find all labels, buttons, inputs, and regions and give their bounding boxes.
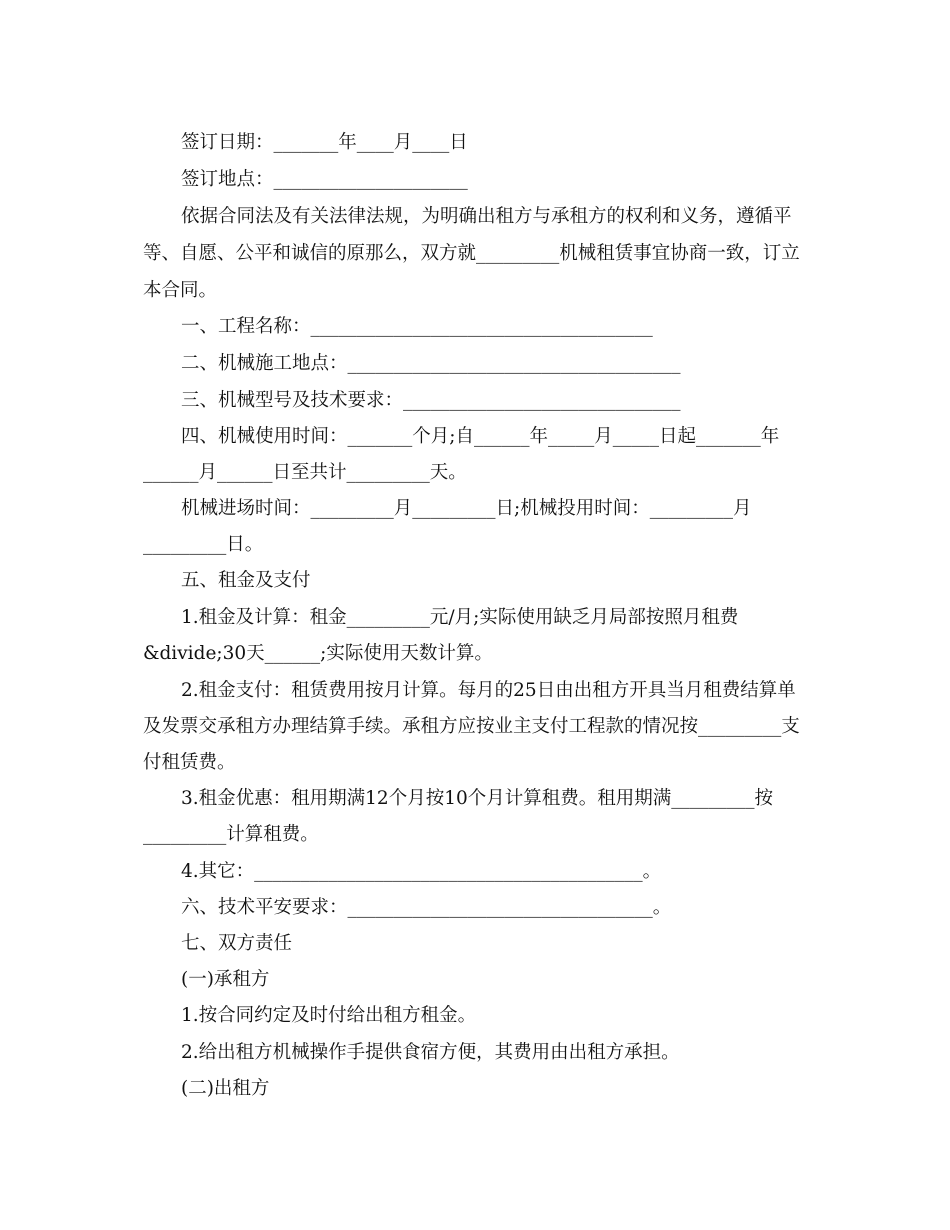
rent-payment-heading: 五、租金及支付	[181, 570, 311, 591]
construction-site-line: 二、机械施工地点：____________________________________	[181, 353, 681, 374]
safety-requirements-line: 六、技术平安要求：_________________________________。	[181, 897, 672, 918]
entry-time-line-1: 机械进场时间：_________月_________日;机械投用时间：_________月	[181, 498, 752, 519]
lessee-heading: (一)承租方	[181, 969, 270, 990]
preamble-line-1: 依据合同法及有关法律法规，为明确出租方与承租方的权利和义务，遵循平	[181, 206, 792, 227]
lessor-heading: (二)出租方	[181, 1078, 270, 1099]
preamble-line-2: 等、自愿、公平和诚信的原那么，双方就_________机械租赁事宜协商一致，订立	[143, 243, 800, 264]
signing-date-line: 签订日期：_______年____月____日	[181, 132, 468, 153]
other-terms-line: 4.其它：__________________________________________。	[181, 861, 662, 882]
machine-model-line: 三、机械型号及技术要求：______________________________	[181, 390, 681, 411]
rent-calc-line-1: 1.租金及计算：租金_________元/月;实际使用缺乏月局部按照月租费	[181, 607, 739, 628]
lessee-item-2: 2.给出租方机械操作手提供食宿方便，其费用由出租方承担。	[181, 1042, 680, 1063]
rent-discount-line-1: 3.租金优惠：租用期满12个月按10个月计算租费。租用期满_________按	[181, 788, 773, 809]
rent-payment-line-3: 付租赁费。	[143, 752, 236, 773]
responsibilities-heading: 七、双方责任	[181, 933, 293, 954]
usage-time-line-2: ______月______日至共计_________天。	[143, 462, 467, 483]
usage-time-line-1: 四、机械使用时间：_______个月;自______年_____月_____日起_______年	[181, 426, 780, 447]
entry-time-line-2: _________日。	[143, 534, 264, 555]
signing-place-line: 签订地点：_____________________	[181, 169, 468, 190]
preamble-line-3: 本合同。	[143, 280, 218, 301]
rent-payment-line-2: 及发票交承租方办理结算手续。承租方应按业主支付工程款的情况按_________支	[143, 716, 800, 737]
lessee-item-1: 1.按合同约定及时付给出租方租金。	[181, 1005, 477, 1026]
rent-payment-line-1: 2.租金支付：租赁费用按月计算。每月的25日由出租方开具当月租费结算单	[181, 680, 796, 701]
rent-calc-line-2: &divide;30天______;实际使用天数计算。	[143, 643, 493, 664]
rent-discount-line-2: _________计算租费。	[143, 824, 319, 845]
project-name-line: 一、工程名称：_____________________________________	[181, 316, 653, 337]
